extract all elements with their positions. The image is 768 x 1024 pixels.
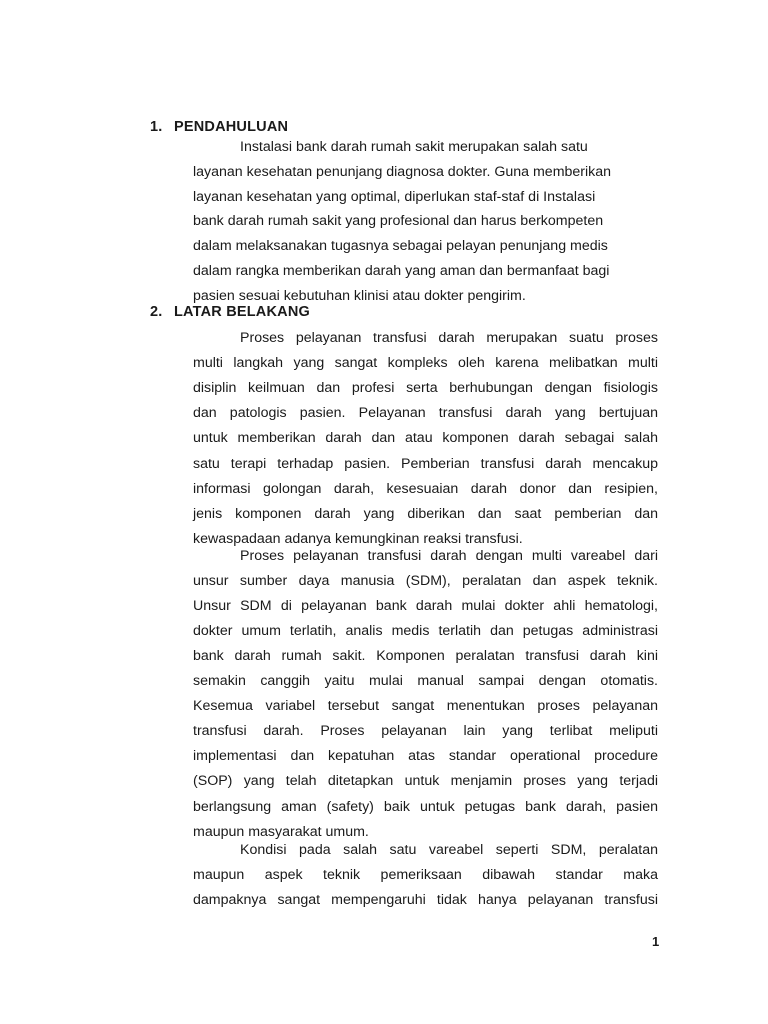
- page-number: 1: [652, 934, 660, 949]
- paragraph-line: pasien sesuai kebutuhan klinisi atau dokter pengirim.: [193, 288, 526, 304]
- paragraph-line: maupun masyarakat umum.: [193, 824, 369, 840]
- paragraph-line: informasi golongan darah, kesesuaian darah donor dan resipien,: [193, 481, 658, 497]
- section-heading-pendahuluan: [150, 119, 288, 135]
- section-number: 1.: [150, 119, 163, 135]
- paragraph-line: dalam rangka memberikan darah yang aman dan bermanfaat bagi: [193, 263, 610, 279]
- paragraph-line: bank darah rumah sakit. Komponen peralatan transfusi darah kini: [193, 648, 658, 664]
- paragraph-line: layanan kesehatan penunjang diagnosa dokter. Guna memberikan: [193, 164, 612, 180]
- paragraph-line: Kondisi pada salah satu vareabel seperti SDM, peralatan: [240, 842, 658, 858]
- paragraph-line: bank darah rumah sakit yang profesional dan harus berkompeten: [193, 213, 604, 229]
- section-title: PENDAHULUAN: [174, 119, 289, 135]
- paragraph-line: (SOP) yang telah ditetapkan untuk menjamin proses yang terjadi: [193, 773, 658, 789]
- paragraph-line: multi langkah yang sangat kompleks oleh karena melibatkan multi: [193, 355, 658, 371]
- paragraph-line: dokter umum terlatih, analis medis terlatih dan petugas administrasi: [193, 623, 658, 639]
- paragraph-line: satu terapi terhadap pasien. Pemberian transfusi darah mencakup: [193, 456, 658, 472]
- paragraph-line: implementasi dan kepatuhan atas standar operational procedure: [193, 748, 658, 764]
- paragraph-line: layanan kesehatan yang optimal, diperlukan staf-staf di Instalasi: [193, 189, 596, 205]
- paragraph-line: Instalasi bank darah rumah sakit merupakan salah satu: [240, 139, 588, 155]
- section-heading-latar-belakang: [150, 304, 310, 320]
- paragraph-line: untuk memberikan darah dan atau komponen darah sebagai salah: [193, 430, 658, 446]
- paragraph-line: dan patologis pasien. Pelayanan transfusi darah yang bertujuan: [193, 405, 658, 421]
- paragraph-line: maupun aspek teknik pemeriksaan dibawah standar maka: [193, 867, 658, 883]
- paragraph-line: semakin canggih yaitu mulai manual sampai dengan otomatis.: [193, 673, 658, 689]
- paragraph-line: Proses pelayanan transfusi darah dengan multi vareabel dari: [240, 548, 658, 564]
- paragraph-line: Kesemua variabel tersebut sangat menentukan proses pelayanan: [193, 698, 658, 714]
- paragraph-line: disiplin keilmuan dan profesi serta berhubungan dengan fisiologis: [193, 380, 658, 396]
- paragraph-line: Unsur SDM di pelayanan bank darah mulai dokter ahli hematologi,: [193, 598, 658, 614]
- paragraph-line: dalam melaksanakan tugasnya sebagai pelayan penunjang medis: [193, 238, 608, 254]
- paragraph-line: transfusi darah. Proses pelayanan lain yang terlibat meliputi: [193, 723, 658, 739]
- paragraph-line: jenis komponen darah yang diberikan dan saat pemberian dan: [193, 506, 658, 522]
- section-number: 2.: [150, 304, 163, 320]
- paragraph-line: Proses pelayanan transfusi darah merupakan suatu proses: [240, 330, 658, 346]
- paragraph-line: unsur sumber daya manusia (SDM), peralatan dan aspek teknik.: [193, 573, 658, 589]
- paragraph-line: dampaknya sangat mempengaruhi tidak hanya pelayanan transfusi: [193, 892, 658, 908]
- section-title: LATAR BELAKANG: [174, 304, 310, 320]
- paragraph-line: kewaspadaan adanya kemungkinan reaksi transfusi.: [193, 531, 523, 547]
- paragraph-line: berlangsung aman (safety) baik untuk petugas bank darah, pasien: [193, 799, 658, 815]
